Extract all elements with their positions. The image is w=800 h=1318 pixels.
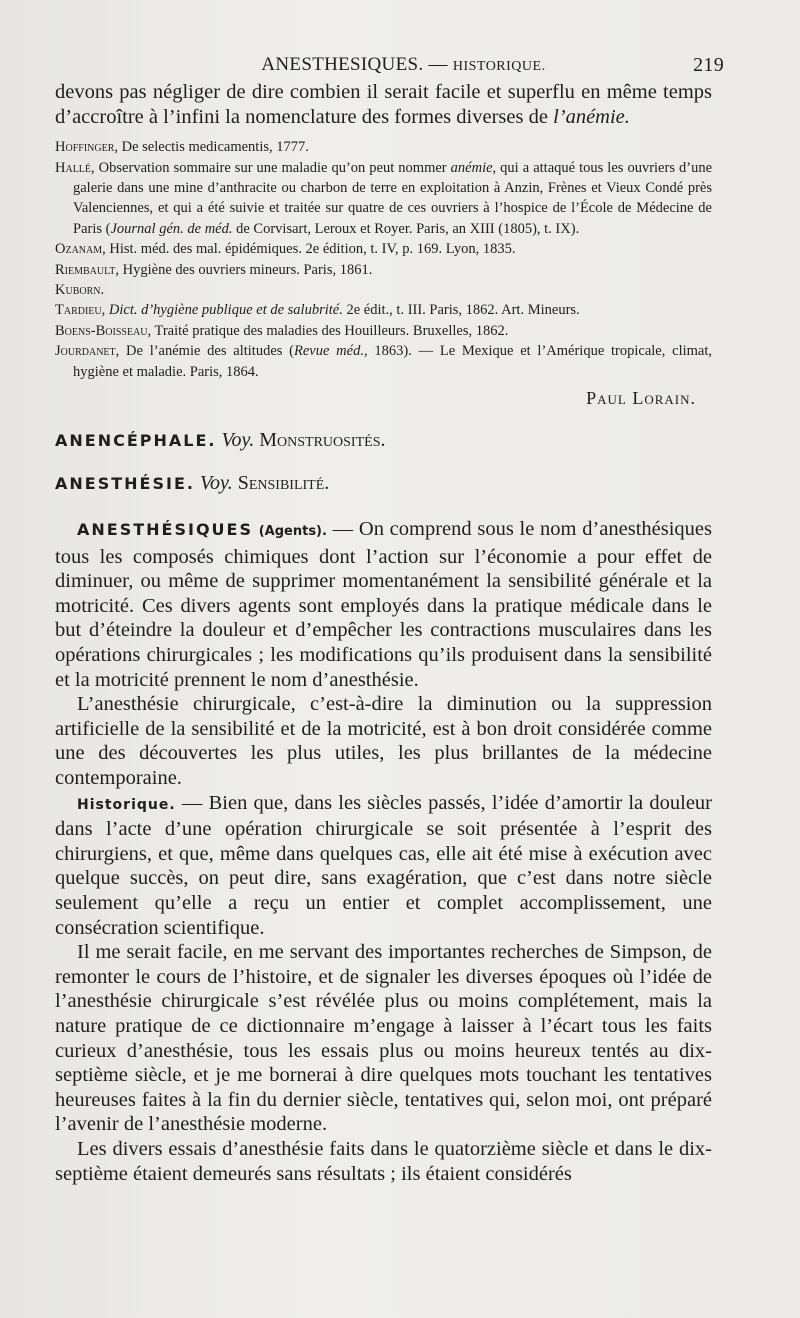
reference-text: . — [100, 282, 105, 299]
reference-author: Jourdanet — [55, 343, 116, 360]
reference-italic: Journal gén. de méd. — [110, 220, 233, 237]
reference-text: de Corvisart, Leroux et Royer. Paris, an XIII (1805), t. IX). — [232, 220, 580, 237]
reference-text: , De selectis medicamentis, 1777. — [114, 139, 309, 156]
cross-reference-entry — [55, 472, 712, 495]
reference-item — [55, 321, 712, 341]
bibliography — [55, 137, 712, 382]
reference-text: , Traité pratique des maladies des Houilleurs. Bruxelles, 1862. — [147, 322, 509, 339]
article-text: — On comprend sous le nom d’anesthésiques tous les composés chimiques dont l’action sur l’économie a pour effet de diminuer, ou même de supprimer momentanément la sensibilité générale et la motricité. Ces divers agents sont employés dans la pratique médicale dans le but d’éteindre la douleur et d’empêcher les contractions musculaires dans les opérations chirurgicales ; les modifications qu’ils produisent dans la sensibilité et la motricité prennent le nom d’anesthésie. — [55, 518, 713, 691]
reference-text: , Hist. méd. des mal. épidémiques. 2e édition, t. IV, p. 169. Lyon, 1835. — [102, 241, 516, 258]
reference-italic: Dict. d’hygiène publique et de salubrité. — [108, 302, 343, 319]
entry-target-link[interactable]: Sensibilité. — [237, 472, 330, 495]
reference-text: , — [101, 302, 109, 319]
intro-paragraph — [55, 80, 712, 129]
header-separator: — — [428, 54, 448, 75]
reference-text: , Observation sommaire sur une maladie qu’on peut nommer — [91, 159, 451, 176]
reference-author: Hallé — [55, 159, 92, 176]
page-number: 219 — [693, 54, 724, 76]
intro-italic: l’anémie. — [553, 105, 630, 128]
reference-text: , 1863). — Le Mexique et l’Amérique tropicale, climat, hygiène et maladie. Paris, 1864. — [73, 343, 712, 380]
historique-heading: Historique. — [77, 796, 176, 813]
article-paragraph — [55, 517, 712, 692]
reference-author: Kuborn — [55, 282, 101, 299]
reference-author: Hoffinger — [55, 139, 115, 156]
reference-italic: anémie — [450, 159, 493, 176]
running-head-title — [55, 54, 712, 76]
reference-item — [55, 158, 712, 240]
reference-text: , De l’anémie des altitudes ( — [115, 343, 294, 360]
article-paragraph: L’anesthésie chirurgicale, c’est-à-dire la diminution ou la suppression artificielle de la sensibilité et de la motricité, est à bon droit considérée comme une des découvertes les plus utiles, les plus brillantes de la médecine contemporaine. — [55, 693, 712, 789]
reference-item — [55, 280, 712, 300]
reference-text: 2e édit., t. III. Paris, 1862. Art. Mineurs. — [342, 302, 580, 319]
reference-text: , Hygiène des ouvriers mineurs. Paris, 1861. — [115, 261, 373, 278]
reference-author: Boens-Boisseau — [55, 322, 148, 339]
reference-author: Riembault — [55, 261, 116, 278]
entry-voy: Voy. — [221, 429, 255, 452]
reference-author: Ozanam — [55, 241, 103, 258]
historique-paragraph: Les divers essais d’anesthésie faits dans le quatorzième siècle et dans le dix-septième étaient demeurés sans résultats ; ils étaient considérés — [55, 1137, 712, 1185]
reference-item — [55, 300, 712, 320]
entry-target-link[interactable]: Monstruosités. — [259, 429, 386, 452]
running-head — [55, 50, 724, 80]
header-subtitle: HISTORIQUE. — [452, 59, 546, 74]
historique-paragraph: Il me serait facile, en me servant des importantes recherches de Simpson, de remonter le cours de l’histoire, et de signaler les diverses époques où l’idée de l’anesthésie chirurgicale s’est révélée plus ou moins complétement, mais la nature pratique de ce dictionnaire m’engage à laisser à l’écart tous les faits curieux d’anesthésie, tous les essais plus ou moins heureux tentés au dix-septième siècle, et je me bornerai à dire quelques mots touchant les tentatives heureuses faites à la fin du dernier siècle, tentatives qui, selon moi, ont préparé l’avenir de l’anesthésie moderne. — [55, 941, 712, 1136]
entry-headword: ANENCÉPHALE. — [55, 431, 217, 451]
cross-reference-entry — [55, 429, 712, 452]
historique-text: — Bien que, dans les siècles passés, l’idée d’amortir la douleur dans l’acte d’une opération chirurgicale se soit présentée à l’esprit des chirurgiens, et que, même dans quelques cas, elle ait été mise à exécution avec quelque succès, on peut dire, sans exagération, que c’est dans notre siècle seulement qu’elle a reçu un entier et complet accomplissement, une consécration scientifique. — [55, 791, 712, 939]
article-qualifier: (Agents). — [258, 524, 327, 540]
entry-headword: ANESTHÉSIE. — [55, 474, 195, 494]
reference-item — [55, 137, 712, 157]
reference-author: Tardieu — [55, 302, 102, 319]
reference-italic: Revue méd. — [294, 343, 364, 360]
author-signature: Paul Lorain. — [586, 388, 696, 409]
reference-item — [55, 341, 712, 382]
entry-voy: Voy. — [199, 472, 233, 495]
article-headword: ANESTHÉSIQUES — [77, 520, 253, 540]
historique-paragraph — [55, 791, 712, 941]
reference-item — [55, 260, 712, 280]
reference-item — [55, 239, 712, 259]
intro-text: devons pas négliger de dire combien il serait facile et superflu en même temps d’accroître à l’infini la nomenclature des formes diverses de — [55, 81, 712, 128]
reference-text: , qui a attaqué tous les ouvriers d’une galerie dans une mine d’anthracite ou charbon de terre en exploitation à Anzin, Frènes et Vieux Condé près Valenciennes, et qui a été suivie et traitée sur quatre de ces ouvriers à l’hospice de l’École de Médecine de Paris ( — [73, 159, 713, 237]
header-title: ANESTHESIQUES. — [261, 54, 424, 75]
